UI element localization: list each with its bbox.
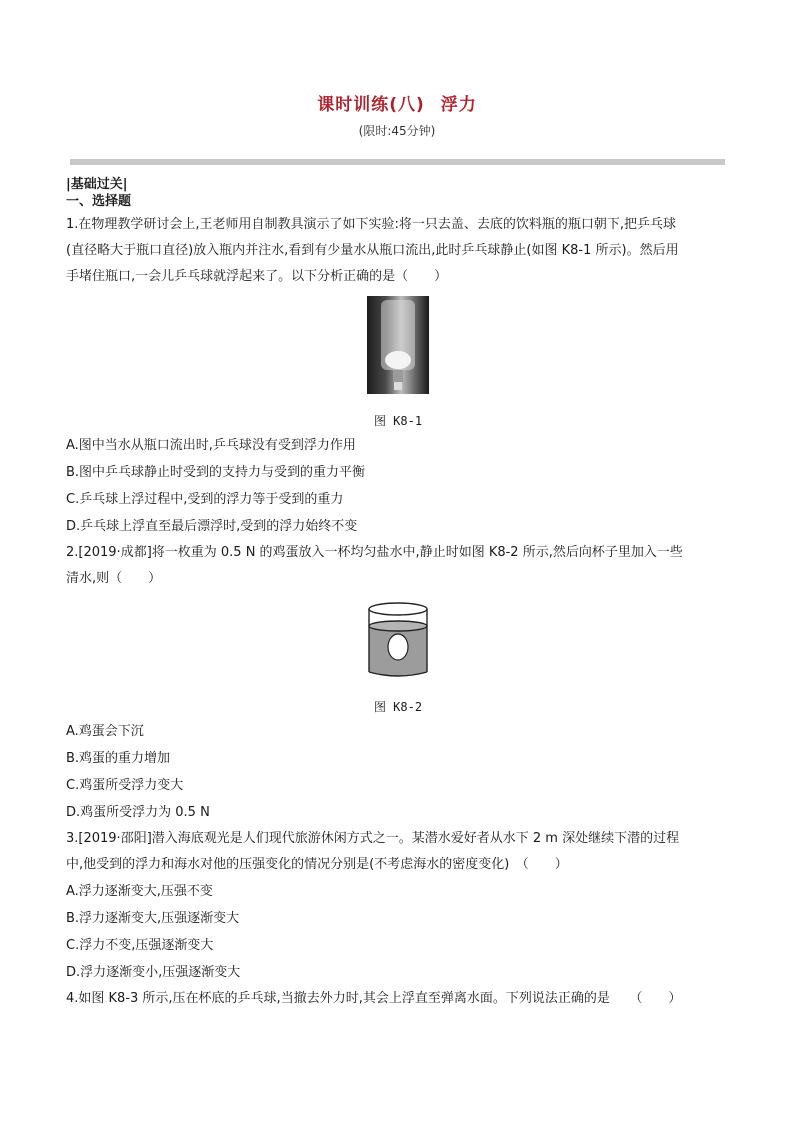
cup-with-egg-diagram [365,600,431,680]
option-d: D.浮力逐渐变小,压强逐渐变大 [66,965,241,980]
time-limit: (限时:45分钟) [358,124,436,138]
question-stem-line: 2.[2019·成都]将一枚重为 0.5 N 的鸡蛋放入一杯均匀盐水中,静止时如图 K8-2 所示,然后向杯子里加入一些 [66,545,683,560]
question-stem-line: 1.在物理教学研讨会上,王老师用自制教具演示了如下实验:将一只去盖、去底的饮料瓶的瓶口朝下,把乒乓球 [66,217,677,232]
header-divider [70,159,725,165]
figure-caption: 图 K8-2 [373,700,423,714]
title-topic: 浮力 [440,95,477,115]
option-d: D.乒乓球上浮直至最后漂浮时,受到的浮力始终不变 [66,519,358,534]
figure-k8-1 [66,290,730,432]
figure-k8-2 [66,592,730,718]
option-b: B.图中乒乓球静止时受到的支持力与受到的重力平衡 [66,465,366,480]
page-title [0,90,794,115]
question-stem-line: 手堵住瓶口,一会儿乒乓球就浮起来了。以下分析正确的是（ ） [66,269,448,284]
section-label: |基础过关| [66,177,128,192]
question-stem-line: 4.如图 K8-3 所示,压在杯底的乒乓球,当撤去外力时,其会上浮直至弹离水面。下列说法正确的是 （ ） [66,991,682,1006]
question-stem-line: 清水,则（ ） [66,571,162,586]
option-a: A.鸡蛋会下沉 [66,724,144,739]
question-stem-line: (直径略大于瓶口直径)放入瓶内并注水,看到有少量水从瓶口流出,此时乒乓球静止(如图 K8-1 所示)。然后用 [66,243,679,258]
question-stem-line: 中,他受到的浮力和海水对他的压强变化的情况分别是(不考虑海水的密度变化) （ ） [66,857,568,872]
part-heading: 一、选择题 [66,194,132,209]
question-1 [66,212,730,540]
option-a: A.图中当水从瓶口流出时,乒乓球没有受到浮力作用 [66,438,356,453]
option-a: A.浮力逐渐变大,压强不变 [66,884,213,899]
question-2 [66,540,730,826]
worksheet-body [66,176,730,1012]
option-c: C.浮力不变,压强逐渐变大 [66,938,214,953]
option-c: C.鸡蛋所受浮力变大 [66,778,184,793]
bottle-photo [367,296,429,394]
figure-caption: 图 K8-1 [373,414,423,428]
question-3 [66,826,730,986]
title-main: 课时训练(八) [317,95,425,115]
question-4 [66,986,730,1012]
option-c: C.乒乓球上浮过程中,受到的浮力等于受到的重力 [66,492,344,507]
option-d: D.鸡蛋所受浮力为 0.5 N [66,805,210,820]
option-b: B.浮力逐渐变大,压强逐渐变大 [66,911,240,926]
question-stem-line: 3.[2019·邵阳]潜入海底观光是人们现代旅游休闲方式之一。某潜水爱好者从水下 2 m 深处继续下潜的过程 [66,831,680,846]
option-b: B.鸡蛋的重力增加 [66,751,171,766]
